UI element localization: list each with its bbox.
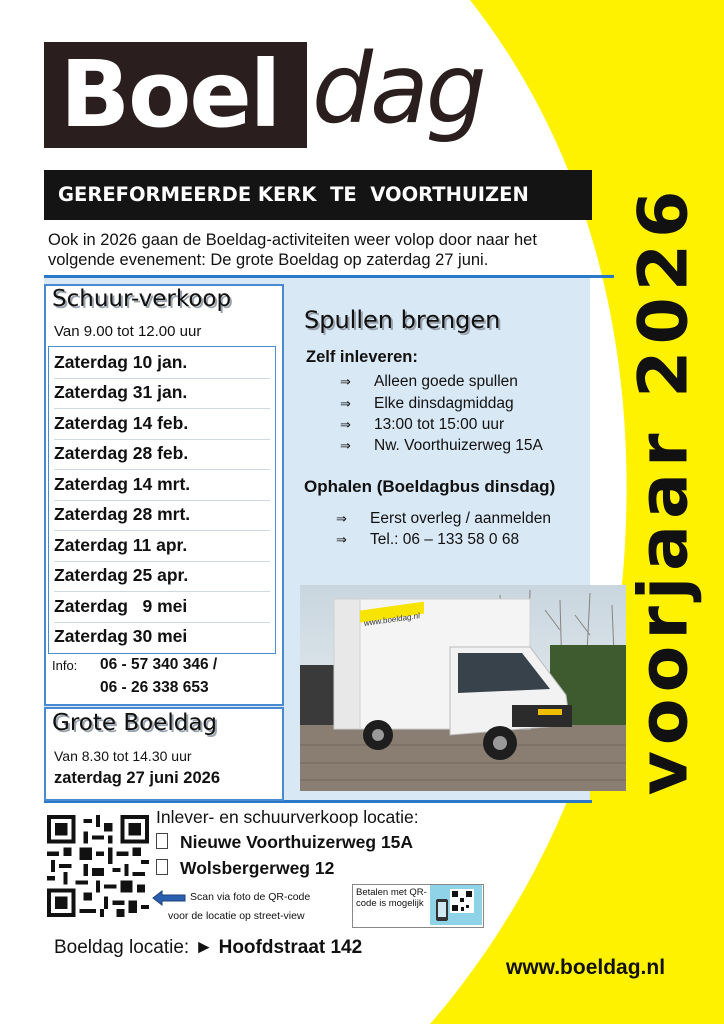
address-item: Wolsbergerweg 12: [156, 858, 334, 879]
date-row: Zaterdag 25 apr.: [54, 561, 270, 592]
date-row: Zaterdag 10 jan.: [54, 348, 270, 379]
season-vertical-title: voorjaar 2026: [624, 184, 704, 796]
grote-boeldag-date: zaterdag 27 juni 2026: [54, 769, 220, 787]
qr-code-location[interactable]: [47, 815, 149, 917]
triangle-right-icon: ►: [194, 937, 214, 958]
schuur-verkoop-title: Schuur-verkoop: [52, 286, 232, 312]
arrow-right-icon: ⇒: [340, 438, 351, 453]
ophalen-heading: Ophalen (Boeldagbus dinsdag): [304, 477, 556, 496]
list-item: ⇒ Eerst overleg / aanmelden: [336, 510, 551, 527]
list-item: ⇒ 13:00 tot 15:00 uur: [340, 416, 505, 433]
arrow-right-icon: ⇒: [336, 532, 347, 547]
logo-text-boel: Boel: [60, 41, 280, 148]
info-phone: 06 - 57 340 346 /: [100, 656, 218, 673]
info-phone: 06 - 26 338 653: [100, 679, 209, 696]
arrow-right-icon: ⇒: [340, 374, 351, 389]
date-row: Zaterdag 11 apr.: [54, 531, 270, 562]
scan-instruction: Scan via foto de QR-code: [190, 891, 311, 903]
delivery-van-photo: [300, 585, 626, 791]
checkbox-icon: [156, 859, 168, 875]
date-row: Zaterdag 28 mrt.: [54, 500, 270, 531]
arrow-right-icon: ⇒: [340, 396, 351, 411]
intro-text: Ook in 2026 gaan de Boeldag-activiteiten weer volop door naar het volgende evenement: De grote Boeldag op zaterdag 27 juni.: [48, 231, 537, 269]
info-label: Info:: [52, 658, 78, 673]
list-item: ⇒ Tel.: 06 – 133 58 0 68: [336, 531, 520, 548]
list-item: ⇒ Elke dinsdagmiddag: [340, 395, 514, 412]
date-row: Zaterdag 14 mrt.: [54, 470, 270, 501]
date-row: Zaterdag 14 feb.: [54, 409, 270, 440]
spullen-brengen-title: Spullen brengen: [304, 306, 501, 334]
date-row: Zaterdag 31 jan.: [54, 378, 270, 409]
qr-payment-text: Betalen met QR-code is mogelijk: [356, 887, 427, 909]
phone-qr-payment-icon: [430, 885, 482, 925]
date-row: Zaterdag 30 mei: [54, 626, 188, 646]
church-name: GEREFORMEERDE KERK TE VOORTHUIZEN: [58, 183, 529, 206]
list-item: ⇒ Nw. Voorthuizerweg 15A: [340, 437, 543, 454]
address-item: Nieuwe Voorthuizerweg 15A: [156, 832, 413, 853]
date-row: Zaterdag 9 mei: [54, 592, 270, 623]
arrow-right-icon: ⇒: [336, 511, 347, 526]
website-link[interactable]: www.boeldag.nl: [506, 956, 666, 979]
van-label: www.boeldag.nl: [364, 611, 420, 628]
grote-boeldag-time: Van 8.30 tot 14.30 uur: [54, 748, 192, 764]
schuur-verkoop-time: Van 9.00 tot 12.00 uur: [54, 323, 202, 340]
scan-instruction: voor de locatie op street-view: [168, 910, 305, 922]
grote-boeldag-title: Grote Boeldag: [52, 710, 218, 736]
date-row: Zaterdag 28 feb.: [54, 439, 270, 470]
locatie-heading: Inlever- en schuurverkoop locatie:: [156, 807, 419, 827]
arrow-right-icon: ⇒: [340, 417, 351, 432]
list-item: ⇒ Alleen goede spullen: [340, 373, 518, 390]
zelf-inleveren-heading: Zelf inleveren:: [306, 348, 418, 366]
arrow-left-icon: [152, 890, 186, 906]
boeldag-address: Hoofdstraat 142: [218, 937, 363, 958]
checkbox-icon: [156, 833, 168, 849]
logo-text-dag: dag: [312, 33, 484, 145]
boeldag-location: Boeldag locatie: ► Hoofdstraat 142: [54, 937, 363, 958]
